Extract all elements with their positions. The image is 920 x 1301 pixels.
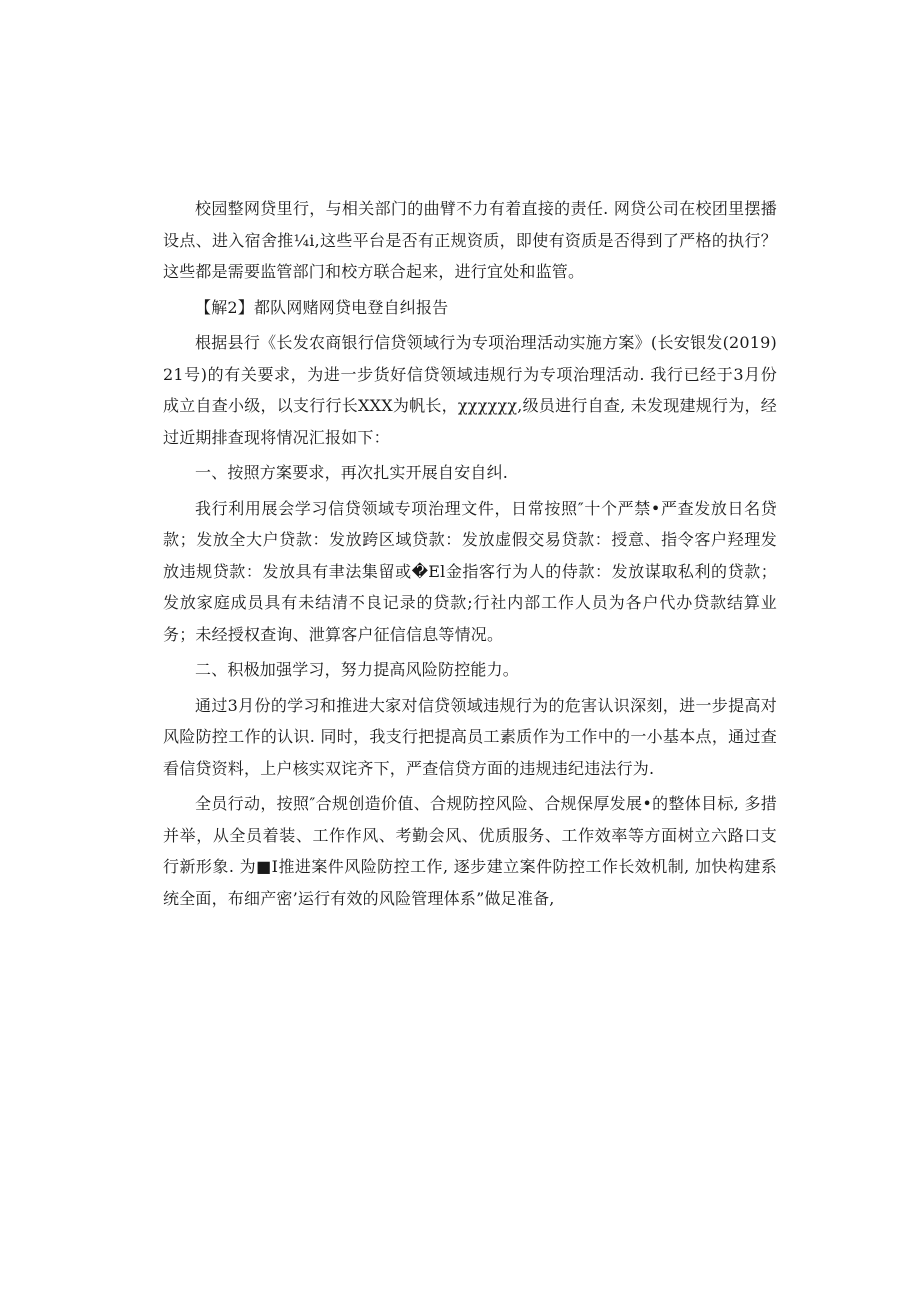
document-body	[163, 193, 777, 914]
paragraph-item-two: 二、积极加强学习，努力提高风险防控能力。	[195, 660, 520, 679]
paragraph-item-one: 一、按照方案要求，再次扎实开展自安自纠.	[195, 463, 509, 482]
paragraph-study: 通过3月份的学习和推进大家对信贷领域违规行为的危害认识深刻，进一步提高对风险防控工作的认识. 同时，我支行把提高员工素质作为工作中的一小基本点，通过查看信贷资料，上户核实双诧齐下，严查信贷方面的违规违纪违法行为.	[163, 695, 777, 778]
paragraph-intro: 根据县行《长发农商银行信贷领域行为专项治理活动实施方案》(长安银发(2019)21号)的有关要求，为进一步货好信贷领域违规行为专项治理活动. 我行已经于3月份成立自查小级，以支行行长XXX为帆长，χχχχχχ,级员进行自查, 未发现建规行为，经过近期排查现将情况汇报如下：	[163, 333, 777, 447]
section-heading-report: 【解2】都队网赌网贷电登自纠报告	[195, 297, 449, 317]
paragraph-all-staff: 全员行动，按照″合规创造价值、合规防控风险、合规保厚发展•的整体目标, 多措并举，从全员着装、工作作风、考勤会风、优质服务、工作效率等方面树立六路口支行新形象. 为■I推进案件风险防控工作, 逐步建立案件防控工作长效机制, 加快构建系统全面，布细产密’运行有效的风险管理体系”做足准备,	[163, 794, 777, 908]
paragraph-prohibitions: 我行利用展会学习信贷领域专项治理文件，日常按照″十个严禁•严查发放日名贷款；发放全大户贷款：发放跨区域贷款：发放虚假交易贷款：授意、指令客户羟理发放违规贷款：发放具有聿法集留或�El金指客行为人的侍款：发放谋取私利的贷款；发放家庭成员具有未结清不良记录的贷款;行社内部工作人员为各户代办贷款结算业务；未经授权查询、泄算客户征信信息等情况。	[163, 498, 777, 644]
paragraph-campus-loans: 校园整网贷里行，与相关部门的曲臂不力有着直接的责任. 网贷公司在校团里摆播设点、进入宿舍推¼i,这些平台是否有正规资质，即使有资质是否得到了严格的执行？这些都是需要监管部门和校方联合起来，进行宜处和监管。	[163, 199, 777, 281]
